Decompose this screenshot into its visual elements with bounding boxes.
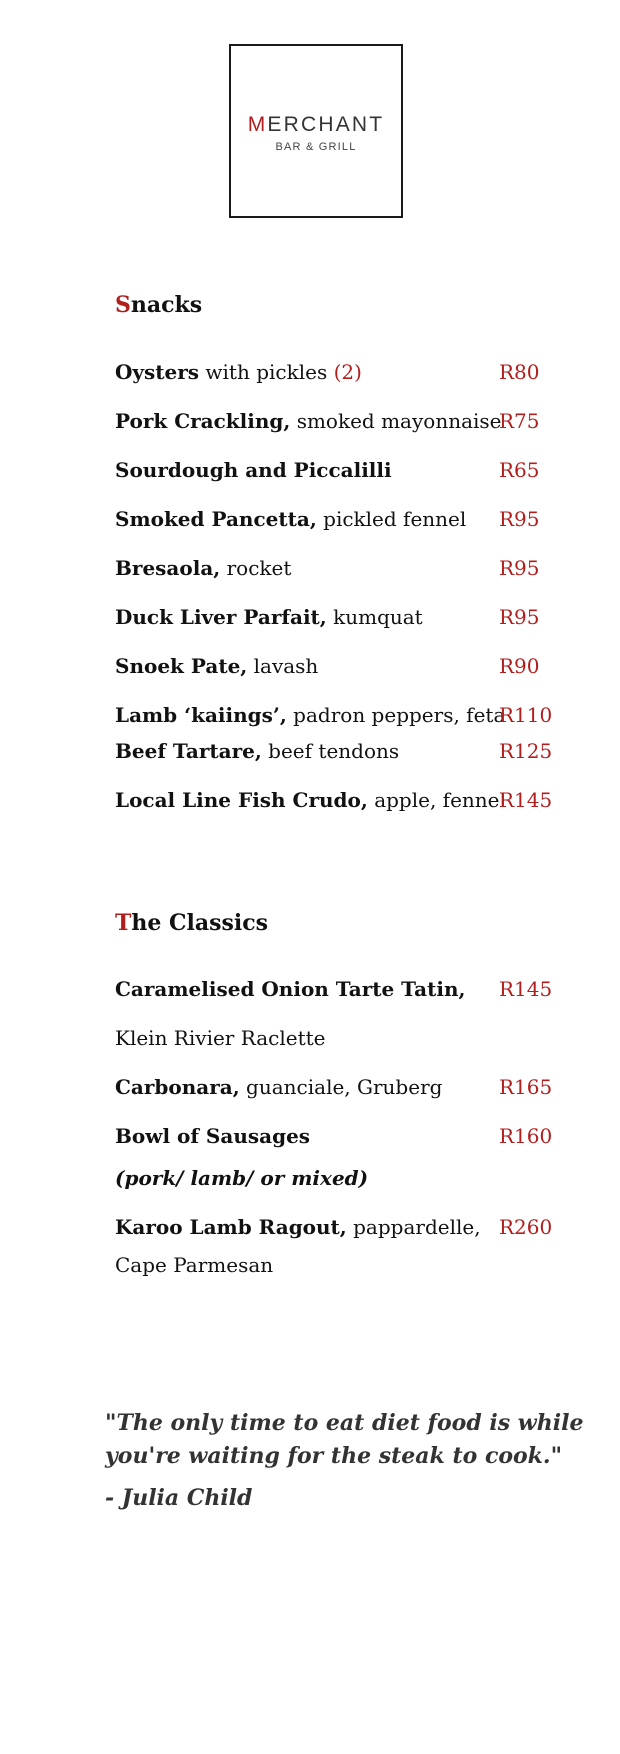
menu-item-sourdough: Sourdough and Piccalilli [115, 458, 392, 482]
menu-item-price: R260 [499, 1215, 553, 1239]
menu-item-duck-liver-parfait: Duck Liver Parfait, kumquat [115, 605, 423, 629]
menu-item-bresaola: Bresaola, rocket [115, 556, 292, 580]
quote-line-1: "The only time to eat diet food is while [105, 1410, 584, 1436]
menu-item-price: R145 [499, 788, 553, 812]
menu-item-description: (pork/ lamb/ or mixed) [115, 1166, 369, 1190]
menu-item-description: Klein Rivier Raclette [115, 1026, 326, 1050]
menu-item-price: R145 [499, 977, 553, 1001]
classics-section-title: The Classics [115, 910, 269, 936]
menu-item-description: Cape Parmesan [115, 1253, 274, 1277]
logo-subtitle: BAR & GRILL [275, 141, 357, 153]
menu-item-price: R90 [499, 654, 540, 678]
menu-item-price: R110 [499, 703, 553, 727]
quote-author: - Julia Child [105, 1485, 253, 1511]
menu-item-price: R95 [499, 507, 540, 531]
menu-item-price: R80 [499, 360, 540, 384]
menu-item-bowl-of-sausages: Bowl of Sausages [115, 1124, 311, 1148]
menu-item-pork-crackling: Pork Crackling, smoked mayonnaise [115, 409, 502, 433]
menu-item-price: R65 [499, 458, 540, 482]
quote-line-2: you're waiting for the steak to cook." [105, 1443, 563, 1469]
menu-item-price: R165 [499, 1075, 553, 1099]
menu-item-carbonara: Carbonara, guanciale, Gruberg [115, 1075, 443, 1099]
menu-item-price: R160 [499, 1124, 553, 1148]
menu-item-smoked-pancetta: Smoked Pancetta, pickled fennel [115, 507, 467, 531]
restaurant-logo [229, 44, 403, 218]
menu-item-price: R125 [499, 739, 553, 763]
menu-item-karoo-lamb-ragout: Karoo Lamb Ragout, pappardelle, [115, 1215, 481, 1239]
menu-item-beef-tartare: Beef Tartare, beef tendons [115, 739, 400, 763]
menu-item-lamb-kaiings: Lamb ‘kaiings’, padron peppers, feta [115, 703, 506, 727]
menu-item-fish-crudo: Local Line Fish Crudo, apple, fennel [115, 788, 506, 812]
menu-item-tarte-tatin: Caramelised Onion Tarte Tatin, [115, 977, 466, 1001]
logo-wordmark: MERCHANT [247, 113, 385, 136]
snacks-section-title: Snacks [115, 292, 203, 318]
menu-item-price: R95 [499, 556, 540, 580]
menu-item-snoek-pate: Snoek Pate, lavash [115, 654, 319, 678]
menu-item-price: R75 [499, 409, 540, 433]
menu-item-oysters: Oysters with pickles (2) [115, 360, 362, 384]
menu-item-price: R95 [499, 605, 540, 629]
